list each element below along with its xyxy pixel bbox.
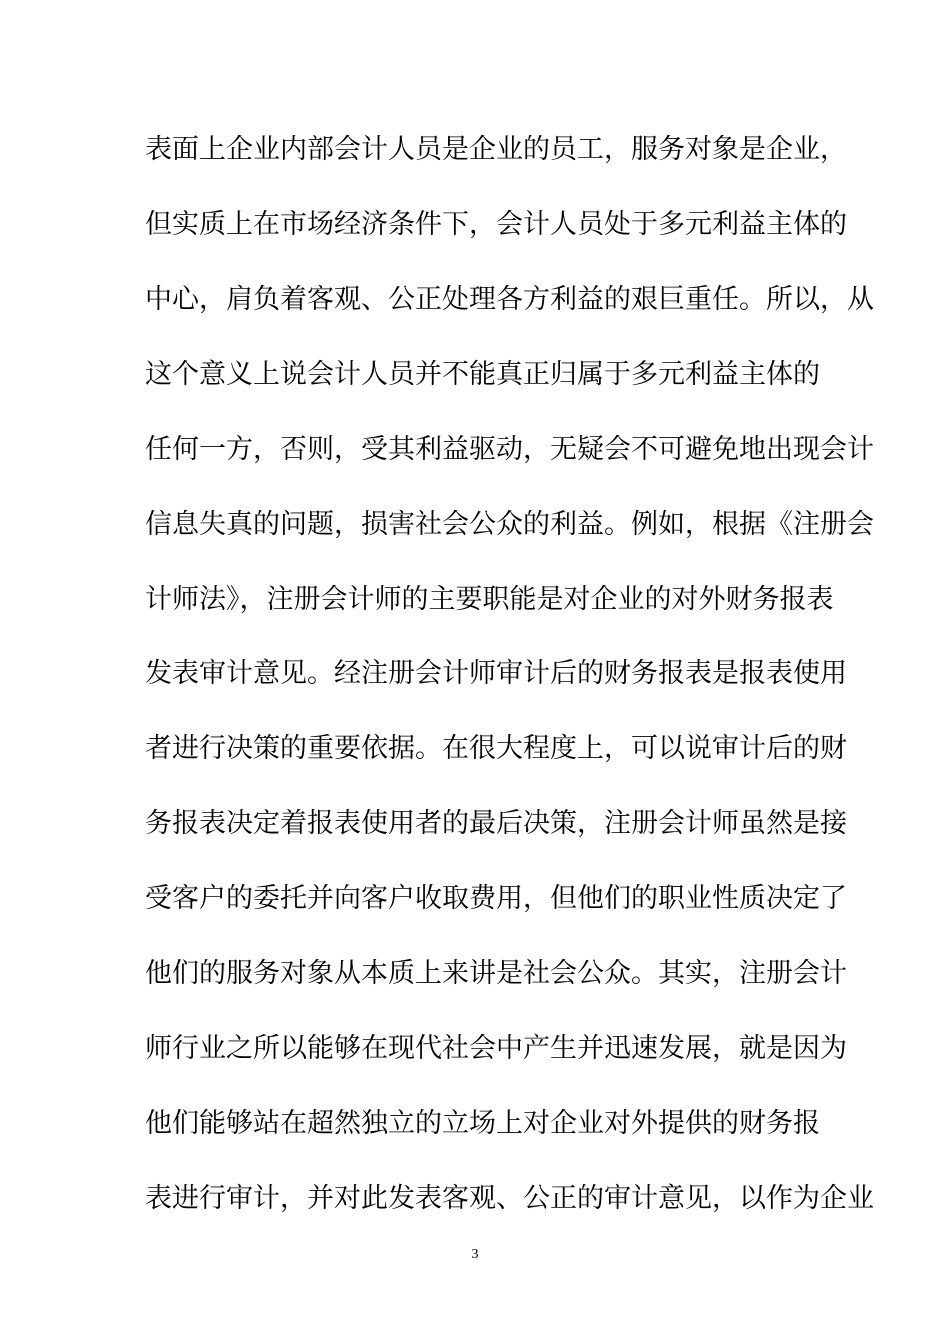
text-line: 表面上企业内部会计人员是企业的员工，服务对象是企业， xyxy=(145,134,847,165)
text-line: 但实质上在市场经济条件下，会计人员处于多元利益主体的 xyxy=(145,209,847,240)
text-line: 信息失真的问题，损害社会公众的利益。例如，根据《注册会 xyxy=(145,509,874,540)
text-line: 务报表决定着报表使用者的最后决策，注册会计师虽然是接 xyxy=(145,808,847,839)
text-line: 他们能够站在超然独立的立场上对企业对外提供的财务报 xyxy=(145,1108,820,1139)
text-line: 师行业之所以能够在现代社会中产生并迅速发展，就是因为 xyxy=(145,1033,847,1064)
text-line: 这个意义上说会计人员并不能真正归属于多元利益主体的 xyxy=(145,359,820,390)
text-line: 任何一方，否则，受其利益驱动，无疑会不可避免地出现会计 xyxy=(145,434,874,465)
text-line: 发表审计意见。经注册会计师审计后的财务报表是报表使用 xyxy=(145,658,847,689)
text-line: 中心，肩负着客观、公正处理各方利益的艰巨重任。所以，从 xyxy=(145,284,874,315)
text-line: 他们的服务对象从本质上来讲是社会公众。其实，注册会计 xyxy=(145,958,847,989)
text-line: 表进行审计，并对此发表客观、公正的审计意见，以作为企业 xyxy=(145,1183,874,1214)
text-line: 受客户的委托并向客户收取费用，但他们的职业性质决定了 xyxy=(145,883,847,914)
text-line: 者进行决策的重要依据。在很大程度上，可以说审计后的财 xyxy=(145,733,847,764)
text-line: 计师法》，注册会计师的主要职能是对企业的对外财务报表 xyxy=(145,584,834,615)
page-number: 3 xyxy=(471,1247,479,1262)
